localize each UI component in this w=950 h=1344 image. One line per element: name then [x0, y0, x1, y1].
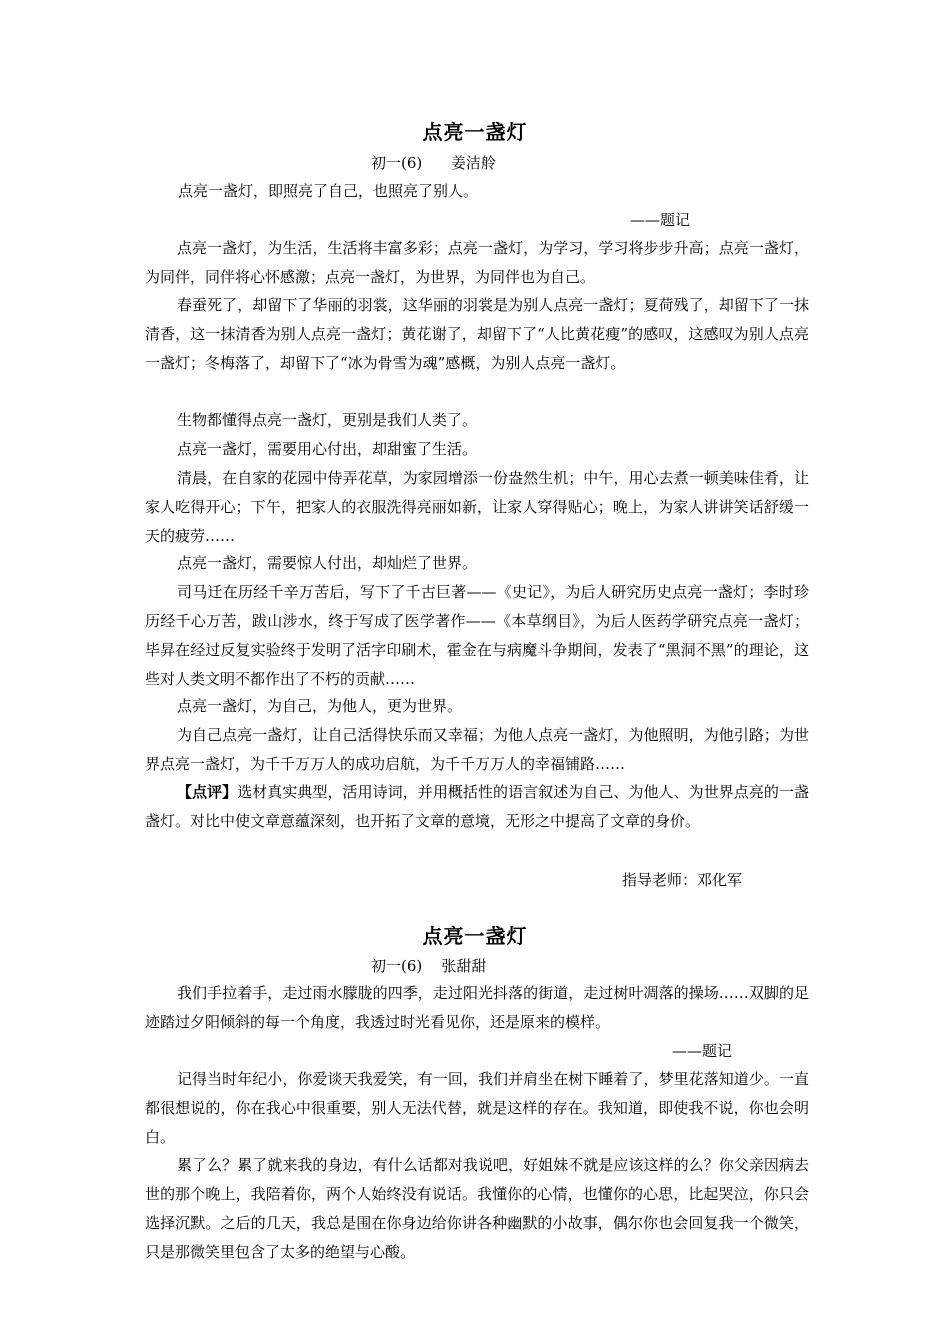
article2-title: 点亮一盏灯	[422, 924, 528, 948]
article2-byline: 初一(6) 张甜甜	[371, 957, 487, 975]
article1-paragraph-2: 春蚕死了，却留下了华丽的羽裳，这华丽的羽裳是为别人点亮一盏灯；夏荷残了，却留下了一抹清香，这一抹清香为别人点亮一盏灯；黄花谢了，却留下了“人比黄花瘦”的感叹，这感叹为别人点亮一盏灯；冬梅落了，却留下了“冰为骨雪为魂”感概，为别人点亮一盏灯。	[145, 296, 809, 372]
article2-epigraph-sign: ——题记	[672, 1042, 733, 1060]
comment-text: 选材真实典型，活用诗词，并用概括性的语言叙述为自己、为他人、为世界点亮的一盏盏灯。对比中使文章意蕴深刻，也开拓了文章的意境，无形之中提高了文章的身价。	[145, 783, 809, 830]
article2-paragraph-1: 记得当时年纪小，你爱谈天我爱笑，有一回，我们并肩坐在树下睡着了，梦里花落知道少。一直都很想说的，你在我心中很重要，别人无法代替，就是这样的存在。我知道，即使我不说，你也会明白。	[145, 1070, 809, 1146]
article1-paragraph-1: 点亮一盏灯，为生活，生活将丰富多彩；点亮一盏灯，为学习，学习将步步升高；点亮一盏灯，为同伴，同伴将心怀感激；点亮一盏灯，为世界，为同伴也为自己。	[145, 239, 809, 286]
article1-paragraph-6: 点亮一盏灯，需要惊人付出，却灿烂了世界。	[177, 554, 478, 572]
article1-comment	[145, 778, 809, 836]
article1-paragraph-3: 生物都懂得点亮一盏灯，更别是我们人类了。	[177, 411, 478, 429]
comment-label: 【点评】	[177, 783, 238, 801]
article1-title: 点亮一盏灯	[422, 120, 528, 144]
article1-epigraph: 点亮一盏灯，即照亮了自己，也照亮了别人。	[178, 182, 479, 200]
article1-epigraph-sign: ——题记	[630, 211, 691, 229]
article1-paragraph-8: 点亮一盏灯，为自己，为他人，更为世界。	[177, 697, 463, 715]
article2-epigraph: 我们手拉着手，走过雨水朦胧的四季，走过阳光抖落的街道，走过树叶凋落的操场……双脚的足迹踏过夕阳倾斜的每一个角度，我透过时光看见你，还是原来的模样。	[145, 984, 809, 1031]
article1-paragraph-4: 点亮一盏灯，需要用心付出，却甜蜜了生活。	[177, 440, 478, 458]
article1-paragraph-5: 清晨，在自家的花园中侍弄花草，为家园增添一份盎然生机；中午，用心去煮一顿美味佳肴，让家人吃得开心；下午，把家人的衣服洗得亮丽如新，让家人穿得贴心；晚上，为家人讲讲笑话舒缓一天的疲劳……	[145, 469, 809, 545]
article1-teacher: 指导老师：邓化军	[622, 871, 743, 889]
article2-paragraph-2: 累了么？累了就来我的身边，有什么话都对我说吧，好姐妹不就是应该这样的么？你父亲因病去世的那个晚上，我陪着你，两个人始终没有说话。我懂你的心情，也懂你的心思，比起哭泣，你只会选择沉默。之后的几天，我总是围在你身边给你讲各种幽默的小故事，偶尔你也会回复我一个微笑，只是那微笑里包含了太多的绝望与心酸。	[145, 1156, 809, 1261]
article1-paragraph-7: 司马迁在历经千辛万苦后，写下了千古巨著——《史记》，为后人研究历史点亮一盏灯；李时珍历经千心万苦，跋山涉水，终于写成了医学著作——《本草纲目》，为后人医药学研究点亮一盏灯；毕昇在经过反复实验终于发明了活字印刷术，霍金在与病魔斗争期间，发表了“黑洞不黑”的理论，这些对人类文明不都作出了不朽的贡献……	[145, 583, 809, 688]
article1-paragraph-9: 为自己点亮一盏灯，让自己活得快乐而又幸福；为他人点亮一盏灯，为他照明，为他引路；为世界点亮一盏灯，为千千万万人的成功启航，为千千万万人的幸福铺路……	[145, 726, 809, 773]
article1-byline: 初一(6) 姜洁舲	[371, 154, 496, 172]
